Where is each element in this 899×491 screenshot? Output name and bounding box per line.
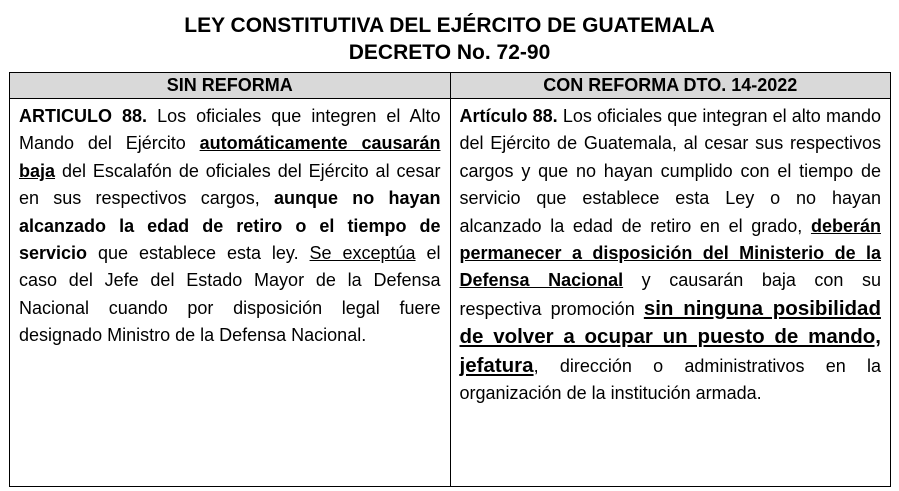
- article-text: Los oficiales que integran el alto mando del Ejército de Guatemala, al cesar sus respectivos cargos y que no hayan cumplido con el tiempo de servicio que establece esta Ley o no hayan alcanzado la edad de retiro en el grado,: [459, 106, 881, 236]
- content-row: [10, 99, 891, 487]
- emphasis-bold: aunque no hayan alcanzado la edad de retiro o el tiempo de servicio: [19, 188, 441, 264]
- header-sin-reforma: SIN REFORMA: [10, 73, 451, 99]
- comparison-table: [9, 72, 891, 487]
- original-article-cell: [10, 99, 451, 487]
- article-text: Los oficiales que integren el Alto Mando del Ejército: [19, 106, 441, 154]
- title-line-2: DECRETO No. 72-90: [348, 41, 551, 64]
- article-number: Artículo 88.: [459, 106, 558, 126]
- emphasis-underlined: Se exceptúa: [309, 243, 416, 264]
- emphasis-underlined: deberán permanecer a disposición del Ministerio de la Defensa Nacional: [459, 215, 881, 291]
- article-text: del Escalafón de oficiales del Ejército al cesar en sus respectivos cargos,: [19, 160, 441, 209]
- title-line-1: LEY CONSTITUTIVA DEL EJÉRCITO DE GUATEMALA: [184, 14, 715, 37]
- reformed-article-cell: [450, 99, 891, 487]
- article-text: , dirección o administrativos en la organización de la institución armada.: [459, 355, 881, 404]
- article-text: el caso del Jefe del Estado Mayor de la Defensa Nacional cuando por disposición legal fuere designado Ministro de la Defensa Nacional.: [19, 243, 441, 346]
- header-con-reforma: CON REFORMA DTO. 14-2022: [450, 73, 891, 99]
- article-text: que establece esta ley.: [87, 243, 310, 264]
- article-text: y causarán baja con su respectiva promoción: [459, 270, 881, 319]
- emphasis-underlined-large: sin ninguna posibilidad de volver a ocupar un puesto de mando, jefatura: [459, 296, 881, 377]
- emphasis-underlined: automáticamente causarán baja: [19, 133, 441, 181]
- header-row: [10, 73, 891, 99]
- article-number: ARTICULO 88.: [19, 106, 148, 126]
- document-title: [0, 0, 899, 66]
